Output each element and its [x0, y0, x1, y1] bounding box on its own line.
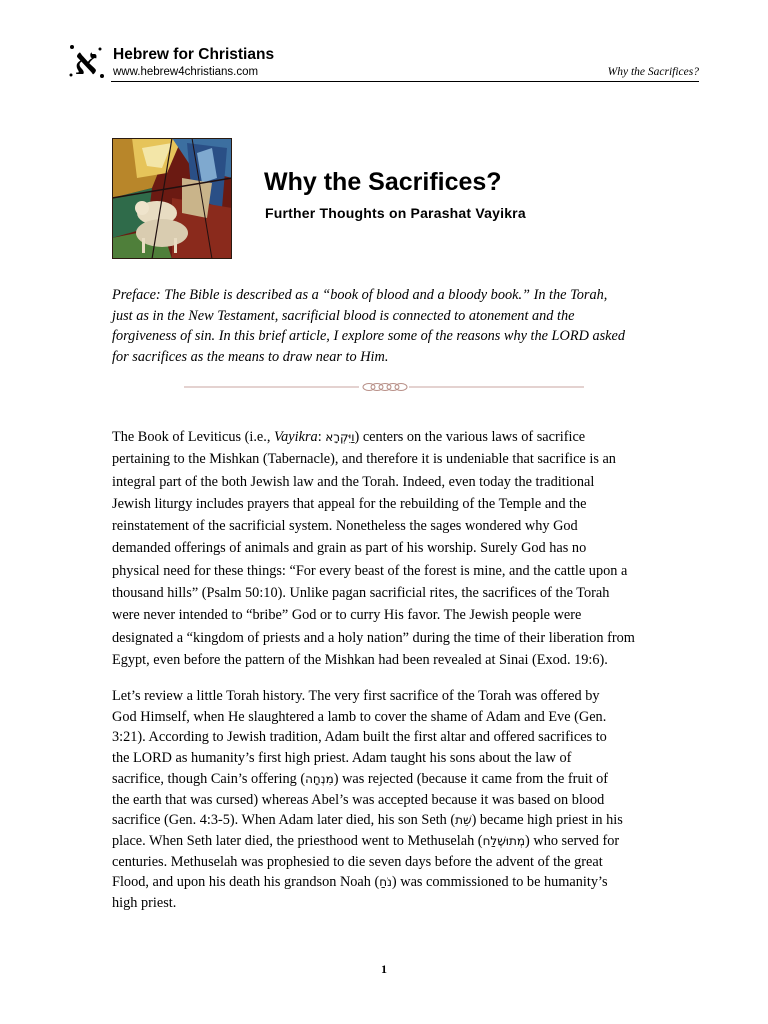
- term-vayikra: Vayikra: [274, 429, 318, 445]
- paragraph-line: pertaining to the Mishkan (Tabernacle), and therefore it is undeniable that sacrifice is an: [112, 451, 616, 468]
- aleph-logo-icon: [66, 41, 106, 81]
- stained-glass-illustration: [112, 138, 232, 259]
- ornamental-divider-icon: [184, 380, 584, 394]
- paragraph-line: sacrifice, though Cain’s offering (מִנְחָה) was rejected (because it came from the fruit of: [112, 770, 609, 787]
- paragraph-line: the LORD as humanity’s first high priest. Adam taught his sons about the law of: [112, 750, 572, 767]
- preface-line: Preface: The Bible is described as a “book of blood and a bloody book.” In the Torah,: [112, 287, 608, 303]
- svg-text:א: א: [74, 41, 98, 81]
- page-number: 1: [381, 962, 387, 976]
- paragraph-line: sacrifice (Gen. 4:3-5). When Adam later died, his son Seth (שֵׁת) became high priest in his: [112, 812, 623, 829]
- body-paragraph-1: [112, 426, 668, 671]
- paragraph-line: reinstatement of the sacrificial system. Nonetheless the sages wondered why God: [112, 518, 578, 535]
- paragraph-line: physical need for these things: “For every beast of the forest is mine, and the cattle upon a: [112, 562, 628, 579]
- paragraph-line: Jewish liturgy includes prayers that appeal for the rebuilding of the Temple and the: [112, 495, 587, 512]
- page-title: Why the Sacrifices?: [264, 168, 502, 196]
- paragraph-line: Egypt, even before the pattern of the Mishkan had been revealed at Sinai (Exod. 19:6).: [112, 651, 608, 668]
- paragraph-line: integral part of the both Jewish law and the Torah. Indeed, even today the traditional: [112, 473, 595, 490]
- paragraph-line: 3:21). According to Jewish tradition, Adam built the first altar and offered sacrifices to: [112, 729, 607, 746]
- preface: [112, 285, 660, 368]
- preface-line: for sacrifices as the means to draw near to Him.: [112, 349, 389, 366]
- site-name: Hebrew for Christians: [113, 46, 275, 63]
- hebrew-word: וַיִּקְרָא: [325, 430, 355, 444]
- paragraph-line: were never intended to “bribe” God or to curry His favor. The Jewish people were: [112, 607, 582, 624]
- paragraph-line: the earth that was cursed) whereas Abel’s was accepted because it was based on blood: [112, 791, 605, 808]
- paragraph-line: Flood, and upon his death his grandson Noah (נֹחַ) was commissioned to be humanity’s: [112, 874, 608, 891]
- hebrew-word: מְתוּשֶׁלַח: [482, 833, 526, 848]
- site-url[interactable]: www.hebrew4christians.com: [113, 66, 259, 78]
- header-rule: [111, 81, 699, 82]
- paragraph-line: designated a “kingdom of priests and a holy nation” during the time of their liberation from: [112, 629, 635, 646]
- paragraph-line: centuries. Methuselah was prophesied to die seven days before the advent of the great: [112, 853, 603, 870]
- page-subtitle: Further Thoughts on Parashat Vayikra: [265, 205, 526, 221]
- paragraph-line: Let’s review a little Torah history. The very first sacrifice of the Torah was offered by: [112, 688, 600, 704]
- preface-line: just as in the New Testament, sacrificial blood is connected to atonement and the: [112, 307, 575, 324]
- running-header-title: Why the Sacrifices?: [607, 66, 699, 78]
- hebrew-word: מִנְחָה: [305, 771, 334, 786]
- preface-line: forgiveness of sin. In this brief article, I explore some of the reasons why the LORD asked: [112, 328, 626, 345]
- paragraph-line: The Book of Leviticus (i.e., Vayikra: וַיִּקְרָא) centers on the various laws of sacrifice: [112, 429, 586, 445]
- paragraph-line: God Himself, when He slaughtered a lamb to cover the shame of Adam and Eve (Gen.: [112, 708, 607, 725]
- page-header: [66, 40, 699, 84]
- hebrew-word: נֹחַ: [379, 875, 392, 890]
- paragraph-line: thousand hills” (Psalm 50:10). Unlike pagan sacrificial rites, the sacrifices of the Torah: [112, 585, 610, 602]
- paragraph-line: place. When Seth later died, the priesthood went to Methuselah (מְתוּשֶׁלַח) who served for: [112, 832, 620, 849]
- paragraph-line: high priest.: [112, 895, 177, 912]
- paragraph-line: demanded offerings of animals and grain as part of his worship. Surely God has no: [112, 540, 587, 557]
- hebrew-word: שֵׁת: [455, 813, 472, 828]
- body-paragraph-2: [112, 686, 668, 914]
